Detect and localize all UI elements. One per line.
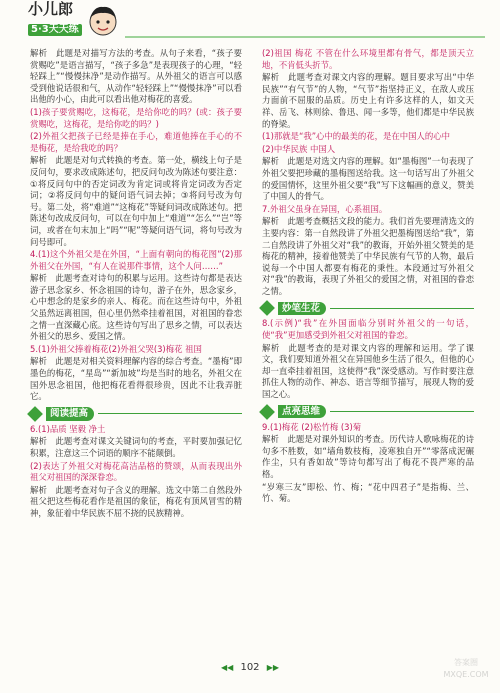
answer-line: (2)中华民族 中国人 bbox=[262, 143, 336, 154]
section-rule bbox=[330, 308, 474, 309]
explanation-paragraph: 解析 此题是对选文内容的理解。如“墨梅图”一句表现了外祖父要把珍藏的墨梅图送给我。这一句话写出了外祖父的爱国情怀，这里外祖父要“我”写下这幅画的意义，赞美了中国人的骨气。 bbox=[262, 156, 474, 202]
answer-line: 9.(1)梅花 (2)松竹梅 (3)菊 bbox=[262, 421, 362, 432]
diamond-icon bbox=[27, 406, 43, 422]
explanation-paragraph: 解析 此题考查概括文段的能力。我们首先要理清选文的主要内容：第一自然段讲了外祖父把墨梅图送给“我”，第二自然段讲了外祖父对“我”的教诲，开始外祖父赞美的是梅花的精神，接着他赞美了中华民族有气节的人物，最后说每一个中国人都要有梅花的秉性。本段通过写外祖父对“我”的教诲，表现了外祖父的爱国之情，对祖国的眷恋之情。 bbox=[262, 216, 474, 296]
page-header bbox=[0, 0, 500, 42]
prev-page-icon[interactable]: ◀◀ bbox=[220, 663, 234, 672]
section-title: 妙笔生花 bbox=[278, 302, 326, 316]
answer-line: (1)孩子要赏赐吃，这梅花，是给你吃的吗？(或：孩子要赏赐吃，这梅花，是给你吃的吗？) bbox=[30, 106, 242, 129]
header-divider bbox=[125, 36, 485, 38]
explanation-paragraph: 解析 此题考查对课文内容的理解。题目要求写出“中华民族”“有气节”的人物，“气节”指坚持正义，在敌人或压力面前不屈服的品质。历史上有许多这样的人，如文天祥、岳飞、林则徐、鲁迅、闻一多等，他们都是中华民族的脊梁。 bbox=[262, 72, 474, 129]
explanation-paragraph: 解析 此题考查对句子含义的理解。选文中第二自然段外祖父把这些梅花看作是祖国的象征，梅花有顶风冒雪的精神，象征着中华民族不屈不挠的民族精神。 bbox=[30, 484, 242, 518]
answer-line: (2)外祖父把孩子已经是捧在手心，难道他捧在手心的不是梅花，是给我吃的吗？ bbox=[30, 131, 242, 153]
next-page-icon[interactable]: ▶▶ bbox=[266, 663, 280, 672]
explanation-paragraph: “岁寒三友”即松、竹、梅；“花中四君子”是指梅、兰、竹、菊。 bbox=[262, 481, 474, 504]
explanation-paragraph: 解析 此题是对句式转换的考查。第一处，横线上句子是反问句，要求改成陈述句，把反问句改为陈述句要注意：①将反问句中的否定词改为肯定词或将肯定词改为否定词；②将反问句中的疑问语气词去掉；③将问号改为句号。第二处，将“难道”“这梅花”等疑问词改成陈述句。把陈述句改成反问句，可以在句中加上“难道”“怎么”“岂”等词，或者在句末加上“吗”“呢”等疑问语气词，将句号改为问号即可。 bbox=[30, 155, 242, 247]
answer-line: 6.(1)品质 坚毅 净土 bbox=[30, 423, 106, 434]
answer-line: (1)那就是“我”心中的最美的花，是在中国人的心中 bbox=[262, 131, 451, 142]
explanation-paragraph: 解析 此题是对课外知识的考查。历代诗人歌咏梅花的诗句多不胜数，如“墙角数枝梅，凌寒独自开”“零落成泥碾作尘，只有香如故”等诗句都写出了梅花不畏严寒的品格。 bbox=[262, 434, 474, 479]
explanation-paragraph: 解析 此题是对相关资料理解内容的综合考查。“墨梅”即墨色的梅花，“星岛”“新加坡”均是当时的地名，外祖父在国外思念祖国，他把梅花看得很珍贵，因此不让我弄脏它。 bbox=[30, 356, 242, 402]
brand-title: 小儿郎 bbox=[28, 0, 74, 18]
diamond-icon bbox=[259, 404, 275, 420]
page-footer bbox=[0, 662, 500, 674]
section-title: 阅读提高 bbox=[46, 407, 94, 421]
explanation-paragraph: 解析 此题考查对课文关键词句的考查，平时要加强记忆积累，注意这三个词语的顺序不能颠倒。 bbox=[30, 436, 242, 458]
answer-line: 7.外祖父虽身在异国，心系祖国。 bbox=[262, 203, 388, 214]
section-title: 点亮思维 bbox=[278, 405, 326, 419]
section-rule bbox=[330, 411, 474, 412]
explanation-paragraph: 解析 此题考查对诗句的积累与运用。这些诗句都是表达游子思念家乡、怀念祖国的诗句，游子在外，思念家乡，心中想念的是家乡的亲人、梅花。而在这些诗句中，外祖父虽然远离祖国，但心里仍然牵挂着祖国，对祖国的眷恋之情一直深藏心底。这些诗句写出了思乡之情，可以表达外祖父的思乡、爱国之情。 bbox=[30, 273, 242, 342]
answer-line: 5.(1)外祖父捧着梅花(2)外祖父哭(3)梅花 祖国 bbox=[30, 343, 202, 354]
watermark-text: 答案圈 MXQE.COM bbox=[443, 658, 489, 679]
right-column bbox=[262, 48, 474, 506]
page-number: 102 bbox=[240, 662, 260, 673]
watermark-logo bbox=[436, 657, 496, 687]
brand-logo bbox=[28, 0, 84, 40]
answer-line: (2)祖国 梅花 不管在什么环境里都有骨气，都是顶天立地，不肯低头折节。 bbox=[262, 48, 474, 70]
left-column bbox=[30, 48, 242, 521]
answer-line: (2)表达了外祖父对梅花高洁品格的赞颂，从而表现出外祖父对祖国的深深眷恋。 bbox=[30, 460, 242, 483]
answer-line: 8.(示例)“我”在外国面临分别时外祖父的一句话，使“我”更加感受到外祖父对祖国的眷恋。 bbox=[262, 318, 474, 341]
section-header-writing bbox=[260, 301, 474, 315]
explanation-paragraph: 解析 此题是对描写方法的考查。从句子来看，“孩子要赏赐吃”是语言描写，“孩子多急”是表现孩子的心理，“轻轻踩上”“慢慢抹净”是动作描写。从外祖父的语言可以感受到他说话很和气，从动作“轻轻踩上”“慢慢抹净”可以看出他的小心，由此可以看出他对梅花的喜爱。 bbox=[30, 48, 242, 105]
section-rule bbox=[98, 413, 242, 414]
series-label: 5·3天天练 bbox=[28, 24, 82, 36]
answer-line: 4.(1)这个外祖父是在外国，“上面有朝向的梅花图”(2)那外祖父在外国，“有人在说那件事情，这个人问……” bbox=[30, 249, 242, 271]
diamond-icon bbox=[259, 301, 275, 317]
section-header-thinking bbox=[260, 405, 474, 419]
explanation-paragraph: 解析 此题考查的是对课文内容的理解和运用。学了课文，我们要知道外祖父在异国他乡生活了很久，但他的心却一直牵挂着祖国，这使得“我”深受感动。写作时要注意抓住人物的动作、神态、语言等细节描写，展现人物的爱国之心。 bbox=[262, 342, 474, 400]
section-header-reading bbox=[28, 407, 242, 421]
boy-mascot-icon bbox=[84, 2, 122, 40]
